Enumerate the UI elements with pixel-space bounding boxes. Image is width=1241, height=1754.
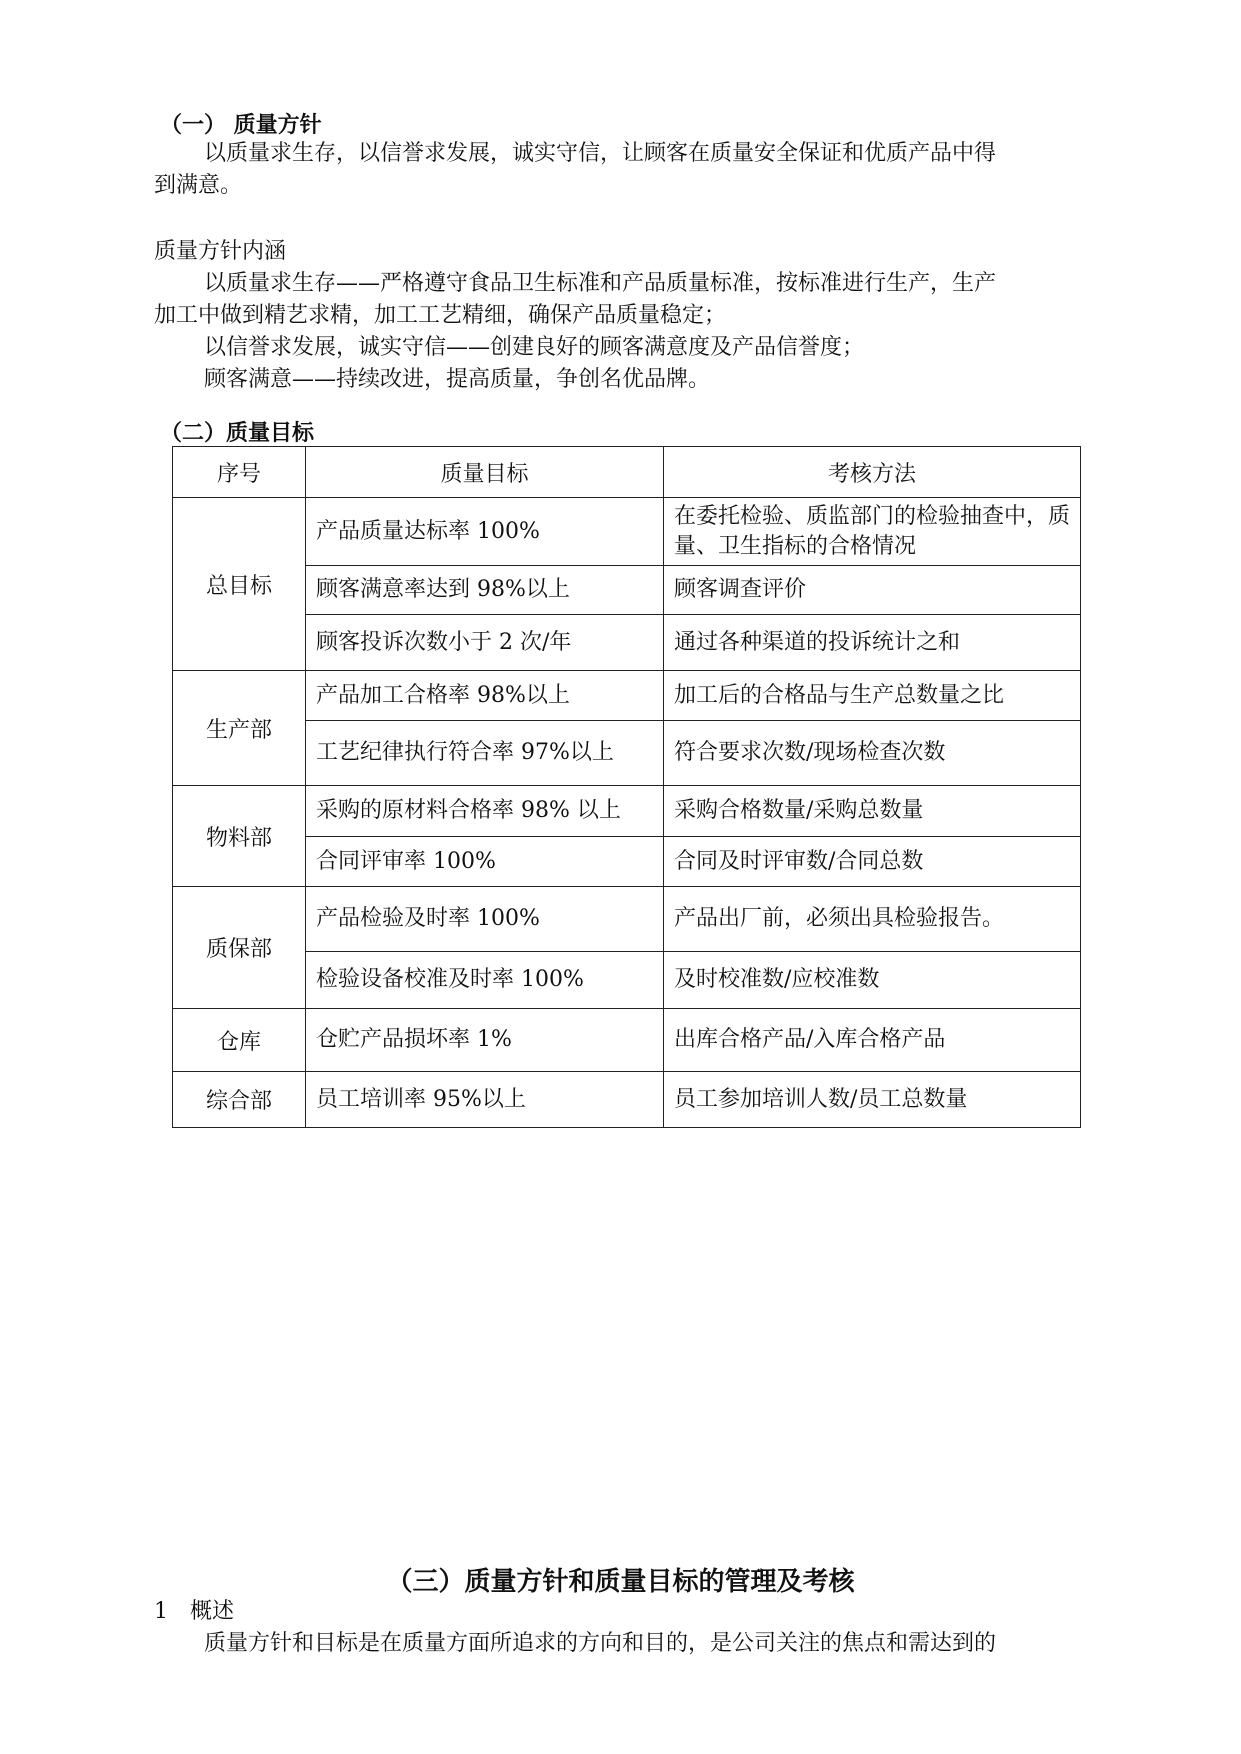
method-cell: 及时校准数/应校准数 bbox=[664, 952, 1081, 1009]
target-cell: 检验设备校准及时率 100% bbox=[306, 952, 664, 1009]
section1-heading: （一） 质量方针 bbox=[160, 113, 322, 138]
table-row bbox=[173, 887, 1081, 952]
header-index: 序号 bbox=[173, 447, 306, 498]
table-row bbox=[173, 1072, 1081, 1128]
table-row bbox=[173, 786, 1081, 837]
dept-cell: 综合部 bbox=[173, 1072, 306, 1128]
method-cell: 员工参加培训人数/员工总数量 bbox=[664, 1072, 1081, 1128]
header-target: 质量目标 bbox=[306, 447, 664, 498]
dept-cell: 质保部 bbox=[173, 887, 306, 1009]
section2-heading: （二）质量目标 bbox=[160, 421, 315, 446]
target-cell: 顾客满意率达到 98%以上 bbox=[306, 566, 664, 615]
quality-goals-table bbox=[172, 446, 1081, 1128]
sub-title: 概述 bbox=[190, 1599, 235, 1624]
table-row bbox=[173, 721, 1081, 786]
dept-cell: 物料部 bbox=[173, 786, 306, 887]
method-cell: 采购合格数量/采购总数量 bbox=[664, 786, 1081, 837]
table-row bbox=[173, 498, 1081, 566]
table-row bbox=[173, 615, 1081, 671]
header-method: 考核方法 bbox=[664, 447, 1081, 498]
method-cell: 顾客调查评价 bbox=[664, 566, 1081, 615]
target-cell: 产品加工合格率 98%以上 bbox=[306, 671, 664, 721]
table-row bbox=[173, 952, 1081, 1009]
table-row bbox=[173, 837, 1081, 887]
target-cell: 产品检验及时率 100% bbox=[306, 887, 664, 952]
connotation-line-4: 顾客满意——持续改进，提高质量，争创名优品牌。 bbox=[204, 367, 711, 392]
dept-cell: 生产部 bbox=[173, 671, 306, 786]
overview-line-1: 质量方针和目标是在质量方面所追求的方向和目的，是公司关注的焦点和需达到的 bbox=[204, 1631, 997, 1656]
method-cell: 在委托检验、质监部门的检验抽查中，质量、卫生指标的合格情况 bbox=[664, 498, 1081, 566]
table-row bbox=[173, 1009, 1081, 1072]
method-cell: 合同及时评审数/合同总数 bbox=[664, 837, 1081, 887]
table-header-row bbox=[173, 447, 1081, 498]
method-cell: 符合要求次数/现场检查次数 bbox=[664, 721, 1081, 786]
section3-heading: （三）质量方针和质量目标的管理及考核 bbox=[386, 1567, 855, 1597]
target-cell: 采购的原材料合格率 98% 以上 bbox=[306, 786, 664, 837]
connotation-line-2: 加工中做到精艺求精，加工工艺精细，确保产品质量稳定； bbox=[154, 303, 727, 328]
table-row bbox=[173, 671, 1081, 721]
sub-number: 1 bbox=[154, 1599, 168, 1624]
connotation-line-3: 以信誉求发展，诚实守信——创建良好的顾客满意度及产品信誉度； bbox=[204, 335, 865, 360]
target-cell: 合同评审率 100% bbox=[306, 837, 664, 887]
dept-cell: 仓库 bbox=[173, 1009, 306, 1072]
connotation-title: 质量方针内涵 bbox=[154, 239, 287, 264]
dept-cell: 总目标 bbox=[173, 498, 306, 671]
method-cell: 通过各种渠道的投诉统计之和 bbox=[664, 615, 1081, 671]
table-row bbox=[173, 566, 1081, 615]
method-cell: 产品出厂前，必须出具检验报告。 bbox=[664, 887, 1081, 952]
policy-line-2: 到满意。 bbox=[154, 173, 243, 198]
target-cell: 产品质量达标率 100% bbox=[306, 498, 664, 566]
policy-line-1: 以质量求生存，以信誉求发展，诚实守信，让顾客在质量安全保证和优质产品中得 bbox=[204, 141, 997, 166]
connotation-line-1: 以质量求生存——严格遵守食品卫生标准和产品质量标准，按标准进行生产，生产 bbox=[204, 271, 997, 296]
target-cell: 顾客投诉次数小于 2 次/年 bbox=[306, 615, 664, 671]
target-cell: 工艺纪律执行符合率 97%以上 bbox=[306, 721, 664, 786]
method-cell: 加工后的合格品与生产总数量之比 bbox=[664, 671, 1081, 721]
target-cell: 员工培训率 95%以上 bbox=[306, 1072, 664, 1128]
target-cell: 仓贮产品损坏率 1% bbox=[306, 1009, 664, 1072]
method-cell: 出库合格产品/入库合格产品 bbox=[664, 1009, 1081, 1072]
